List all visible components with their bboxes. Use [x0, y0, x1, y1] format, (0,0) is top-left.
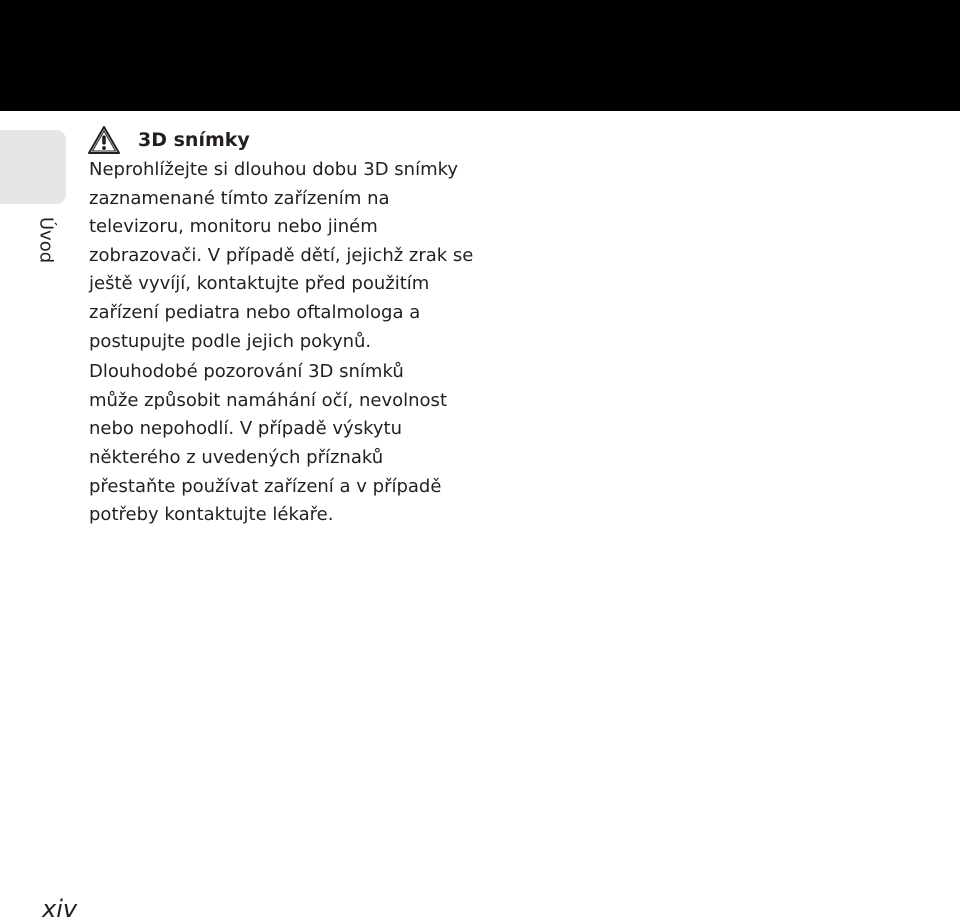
text-line: zařízení pediatra nebo oftalmologa a: [89, 301, 421, 323]
text-line: ještě vyvíjí, kontaktujte před použitím: [89, 273, 430, 295]
section-tab-label: Úvod: [35, 216, 57, 264]
section-heading: [88, 124, 250, 156]
text-line: zobrazovači. V případě dětí, jejichž zrak se: [89, 244, 474, 266]
text-line: přestaňte používat zařízení a v případě: [89, 475, 442, 497]
text-line: zaznamenané tímto zařízením na: [89, 187, 390, 209]
warning-body: [89, 156, 509, 532]
text-line: postupujte podle jejich pokynů.: [89, 330, 372, 352]
text-line: nebo nepohodlí. V případě výskytu: [89, 418, 402, 440]
heading-title: 3D snímky: [138, 129, 250, 151]
text-line: potřeby kontaktujte lékaře.: [89, 504, 334, 526]
text-line: Neprohlížejte si dlouhou dobu 3D snímky: [89, 159, 459, 180]
section-tab: [0, 130, 66, 204]
paragraph-1: [89, 156, 509, 356]
text-line: některého z uvedených příznaků: [89, 446, 384, 468]
warning-icon: [88, 126, 120, 154]
top-black-bar: [0, 0, 960, 111]
text-line: televizoru, monitoru nebo jiném: [89, 216, 378, 238]
text-line: může způsobit namáhání očí, nevolnost: [89, 389, 447, 411]
text-line: Dlouhodobé pozorování 3D snímků: [89, 361, 404, 383]
page-number: xiv: [42, 895, 78, 923]
paragraph-2: [89, 358, 509, 530]
